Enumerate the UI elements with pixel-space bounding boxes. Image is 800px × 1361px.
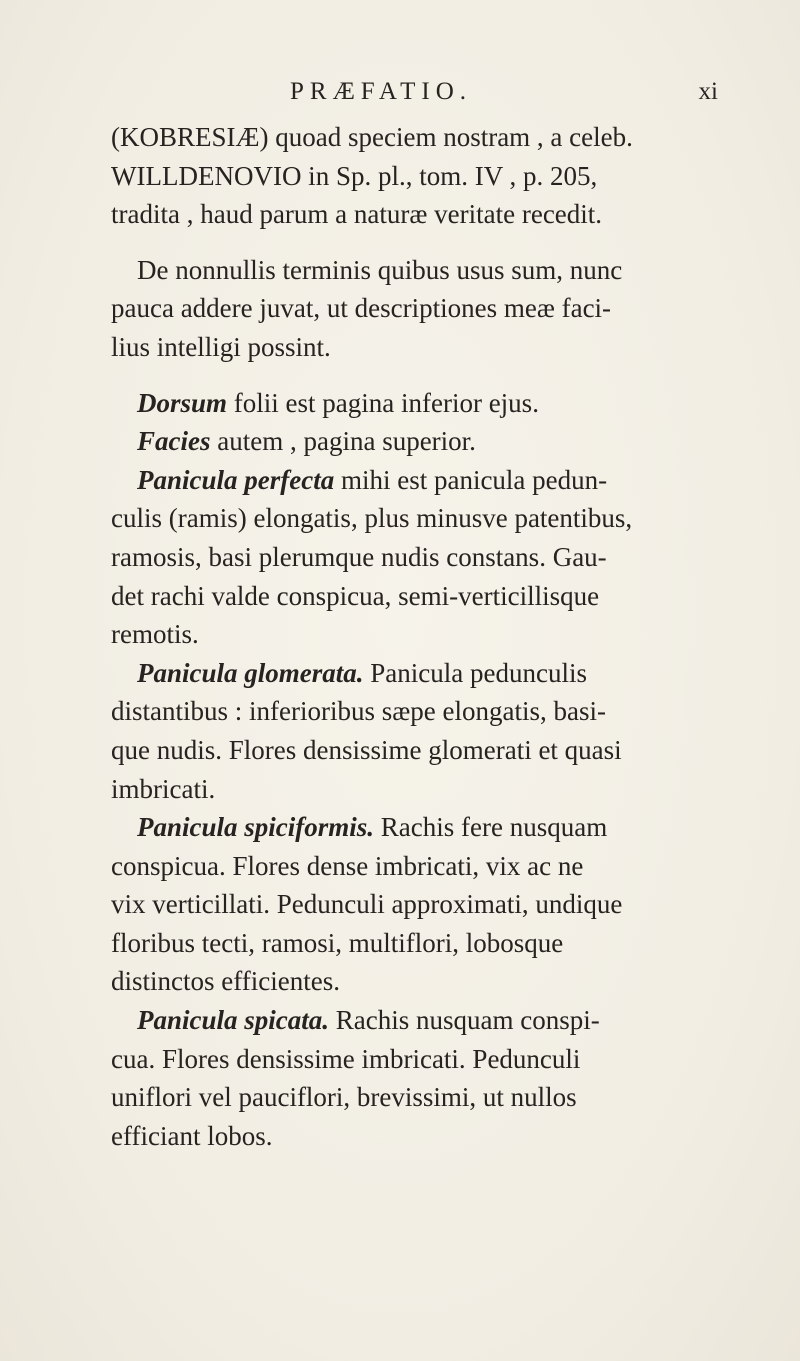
text-line: [111, 615, 721, 654]
text-line-content: det rachi valde conspicua, semi-verticillisque: [111, 580, 600, 611]
text-line-content: pauca addere juvat, ut descriptiones meæ faci-: [111, 293, 612, 324]
text-line: [111, 1117, 721, 1156]
text-line-content: lius intelligi possint.: [111, 331, 331, 362]
definition-panicula-perfecta: [111, 461, 721, 654]
page-number: xi: [698, 78, 718, 105]
body-text: [111, 118, 721, 1155]
definition-dorsum: [111, 384, 721, 423]
definition-term: Panicula spicata.: [137, 1005, 330, 1036]
running-head: [0, 78, 800, 112]
text-line-content: Rachis nusquam conspi-: [329, 1005, 600, 1036]
text-line: [111, 328, 721, 367]
paragraph-gap: [111, 367, 721, 384]
text-line: [111, 731, 721, 770]
definition-panicula-spiciformis: [111, 808, 721, 1001]
text-line: [111, 577, 721, 616]
text-line-content: distantibus : inferioribus sæpe elongatis, basi-: [111, 696, 606, 727]
running-title: PRÆFATIO.: [290, 78, 473, 105]
text-line: [111, 847, 721, 886]
text-line-content: Rachis fere nusquam: [374, 812, 608, 843]
text-line: [111, 461, 721, 500]
definition-panicula-spicata: [111, 1001, 721, 1155]
text-line: [111, 770, 721, 809]
text-line-content: folii est pagina inferior ejus.: [227, 387, 539, 418]
definition-term: Facies: [137, 426, 211, 457]
text-line: [111, 1040, 721, 1079]
text-line-content: tradita , haud parum a naturæ veritate recedit.: [111, 199, 603, 230]
text-line-content: ramosis, basi plerumque nudis constans. Gau-: [111, 541, 607, 572]
text-line-content: culis (ramis) elongatis, plus minusve patentibus,: [111, 503, 633, 534]
text-line: [111, 692, 721, 731]
text-line-content: remotis.: [111, 619, 199, 650]
text-line-content: vix verticillati. Pedunculi approximati, undique: [111, 889, 623, 920]
paragraph-gap: [111, 234, 721, 251]
definition-panicula-glomerata: [111, 654, 721, 808]
text-line-content: (KOBRESIÆ) quoad speciem nostram , a celeb.: [111, 122, 633, 152]
text-line: [111, 654, 721, 693]
definition-facies: [111, 422, 721, 461]
text-line: [111, 251, 721, 290]
definition-term: Panicula glomerata.: [137, 657, 364, 688]
paragraph-kobresia: [111, 118, 721, 234]
definition-term: Panicula spiciformis.: [137, 812, 375, 843]
text-line-content: imbricati.: [111, 773, 216, 804]
text-line-content: que nudis. Flores densissime glomerati et quasi: [111, 734, 622, 765]
text-line: [111, 157, 721, 196]
text-line-content: Panicula pedunculis: [363, 657, 587, 688]
text-line-content: uniflori vel pauciflori, brevissimi, ut nullos: [111, 1082, 577, 1113]
text-line: [111, 1001, 721, 1040]
text-line: [111, 924, 721, 963]
text-line-content: floribus tecti, ramosi, multiflori, lobosque: [111, 927, 564, 958]
text-line-content: distinctos efficientes.: [111, 966, 340, 997]
text-line: [111, 962, 721, 1001]
text-line-content: WILLDENOVIO in Sp. pl., tom. IV , p. 205,: [111, 160, 598, 191]
text-line: [111, 808, 721, 847]
text-line-content: autem , pagina superior.: [210, 426, 476, 457]
text-line: [111, 885, 721, 924]
text-line-content: mihi est panicula pedun-: [334, 464, 608, 495]
definition-term: Dorsum: [137, 387, 228, 418]
text-line: [111, 1078, 721, 1117]
text-line: [111, 499, 721, 538]
text-line: [111, 195, 721, 234]
definition-term: Panicula perfecta: [137, 464, 335, 495]
paragraph-terms-intro: [111, 251, 721, 367]
text-line: [111, 538, 721, 577]
text-line-content: efficiant lobos.: [111, 1120, 273, 1151]
text-line: [111, 289, 721, 328]
text-line: [111, 384, 721, 423]
text-line: [111, 118, 721, 157]
text-line-content: conspicua. Flores dense imbricati, vix ac ne: [111, 850, 584, 881]
text-line-content: De nonnullis terminis quibus usus sum, nunc: [137, 254, 623, 285]
text-line: [111, 422, 721, 461]
text-line-content: cua. Flores densissime imbricati. Pedunculi: [111, 1043, 581, 1074]
